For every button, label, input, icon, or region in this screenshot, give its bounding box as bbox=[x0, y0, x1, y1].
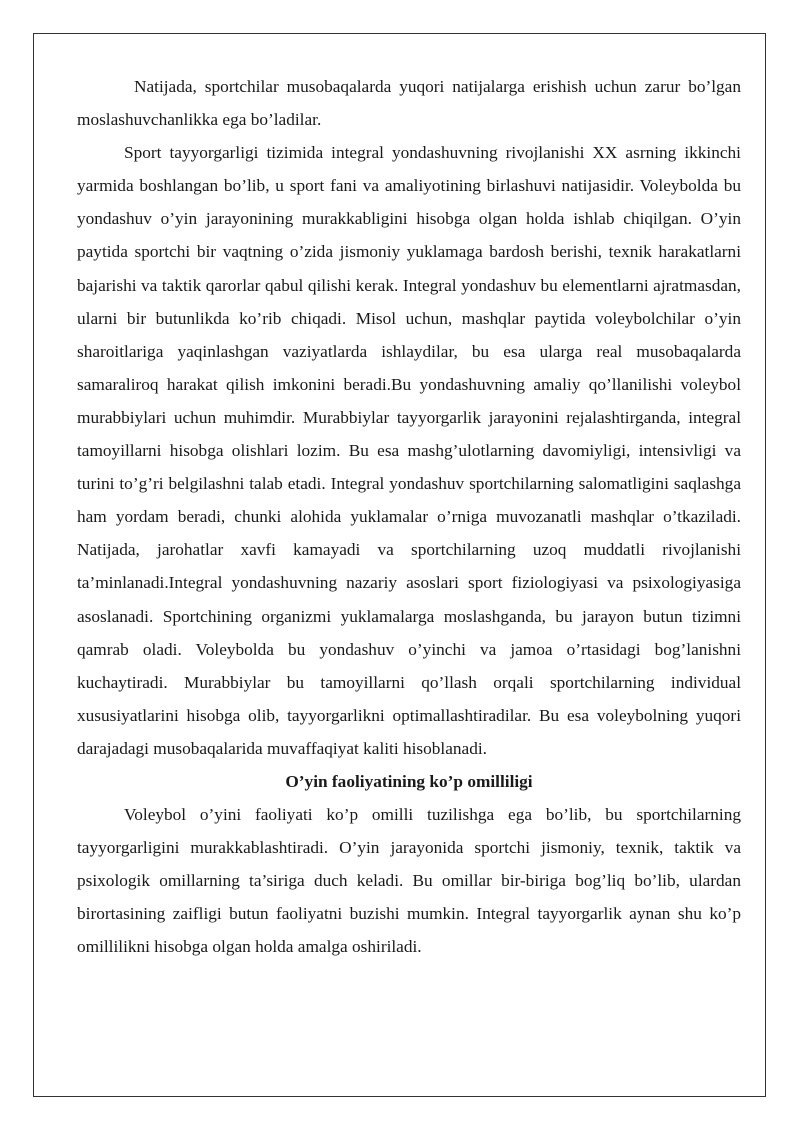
paragraph-integral-approach: Sport tayyorgarligi tizimida integral yondashuvning rivojlanishi XX asrning ikkinchi yarmida boshlangan bo’lib, u sport fani va amaliyotining birlashuvi natijasidir. Voleybolda bu yondashuv o’yin jarayonining murakkabligini hisobga olgan holda ishlab chiqilgan. O’yin paytida sportchi bir vaqtning o’zida jismoniy yuklamaga bardosh berishi, texnik harakatlarni bajarishi va taktik qarorlar qabul qilishi kerak. Integral yondashuv bu elementlarni ajratmasdan, ularni bir butunlikda ko’rib chiqadi. Misol uchun, mashqlar paytida voleybolchilar o’yin sharoitlariga yaqinlashgan vaziyatlarda ishlaydilar, bu esa ularga real musobaqalarda samaraliroq harakat qilish imkonini beradi.Bu yondashuvning amaliy qo’llanilishi voleybol murabbiylari uchun muhimdir. Murabbiylar tayyorgarlik jarayonini rejalashtirganda, integral tamoyillarni hisobga olishlari lozim. Bu esa mashg’ulotlarning davomiyligi, intensivligi va turini to’g’ri belgilashni talab etadi. Integral yondashuv sportchilarning salomatligini saqlashga ham yordam beradi, chunki alohida yuklamalar o’rniga muvozanatli mashqlar o’tkaziladi. Natijada, jarohatlar xavfi kamayadi va sportchilarning uzoq muddatli rivojlanishi ta’minlanadi.Integral yondashuvning nazariy asoslari sport fiziologiyasi va psixologiyasiga asoslanadi. Sportchining organizmi yuklamalarga moslashganda, bu jarayon butun tizimni qamrab oladi. Voleybolda bu yondashuv o’yinchi va jamoa o’rtasidagi bog’lanishni kuchaytiradi. Murabbiylar bu tamoyillarni qo’llash orqali sportchilarning individual xususiyatlarini hisobga olib, tayyorgarlikni optimallashtiradilar. Bu esa voleybolning yuqori darajadagi musobaqalarida muvaffaqiyat kaliti hisoblanadi. bbox=[77, 143, 741, 758]
paragraph-intro: Natijada, sportchilar musobaqalarda yuqori natijalarga erishish uchun zarur bo’lgan moslashuvchanlikka ega bo’ladilar. bbox=[77, 77, 741, 130]
document-body bbox=[77, 70, 741, 964]
paragraph-multifactor: Voleybol o’yini faoliyati ko’p omilli tuzilishga ega bo’lib, bu sportchilarning tayyorgarligini murakkablashtiradi. O’yin jarayonida sportchi jismoniy, texnik, taktik va psixologik omillarning ta’siriga duch keladi. Bu omillar bir-biriga bog’liq bo’lib, ulardan birortasining zaifligi butun faoliyatni buzishi mumkin. Integral tayyorgarlik aynan shu ko’p omillilikni hisobga olgan holda amalga oshiriladi. bbox=[77, 805, 741, 957]
section-heading: O’yin faoliyatining ko’p omilliligi bbox=[285, 771, 533, 791]
